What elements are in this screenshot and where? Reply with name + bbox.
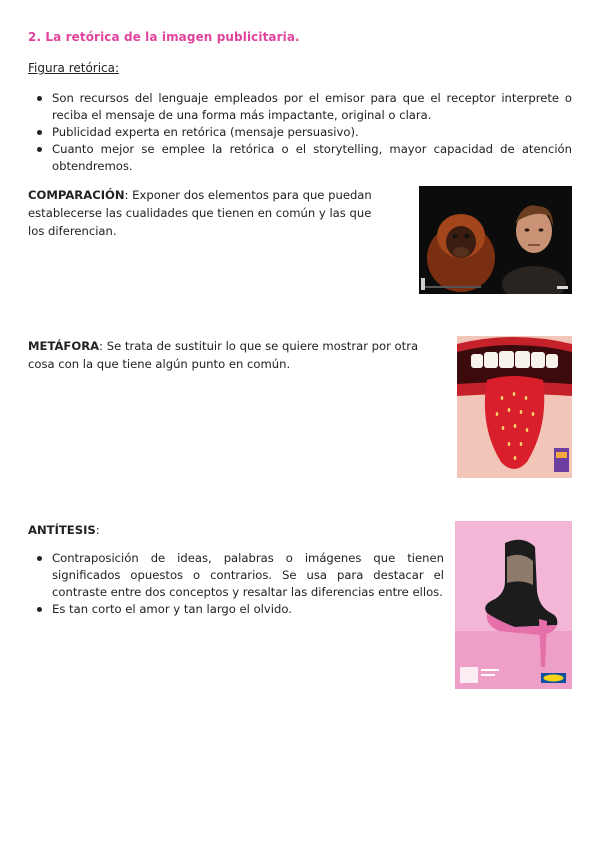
comparacion-term: COMPARACIÓN	[28, 188, 125, 202]
metafora-paragraph	[28, 337, 448, 373]
list-item: Contraposición de ideas, palabras o imágenes que tienen significados opuestos o contrarios. Se usa para destacar el contraste entre dos conceptos y resaltar las diferencias entre ellos.	[28, 550, 444, 601]
intro-bullet-list	[28, 90, 572, 175]
metafora-term: METÁFORA	[28, 339, 100, 353]
metaphor-ad-image	[457, 336, 572, 478]
list-item: Es tan corto el amor y tan largo el olvido.	[28, 601, 444, 618]
list-item: Publicidad experta en retórica (mensaje persuasivo).	[28, 124, 572, 141]
comparacion-text: : Exponer dos elementos para que puedan establecerse las cualidades que tienen en común y las que los diferencian.	[28, 188, 372, 238]
comparacion-paragraph	[28, 186, 373, 240]
antitesis-colon: :	[95, 523, 100, 537]
section-title: 2. La retórica de la imagen publicitaria.	[28, 30, 300, 44]
subtitle: Figura retórica:	[28, 61, 120, 75]
list-item: Cuanto mejor se emplee la retórica o el storytelling, mayor capacidad de atención obtendremos.	[28, 141, 572, 175]
comparison-ad-image	[419, 186, 572, 294]
antitesis-bullet-list	[28, 550, 444, 618]
metafora-text: : Se trata de sustituir lo que se quiere mostrar por otra cosa con la que tiene algún punto en común.	[28, 339, 419, 371]
list-item: Son recursos del lenguaje empleados por el emisor para que el receptor interprete o reciba el mensaje de una forma más impactante, original o clara.	[28, 90, 572, 124]
antithesis-ad-image	[455, 521, 572, 689]
antitesis-heading	[28, 521, 100, 539]
antitesis-term: ANTÍTESIS	[28, 523, 96, 537]
